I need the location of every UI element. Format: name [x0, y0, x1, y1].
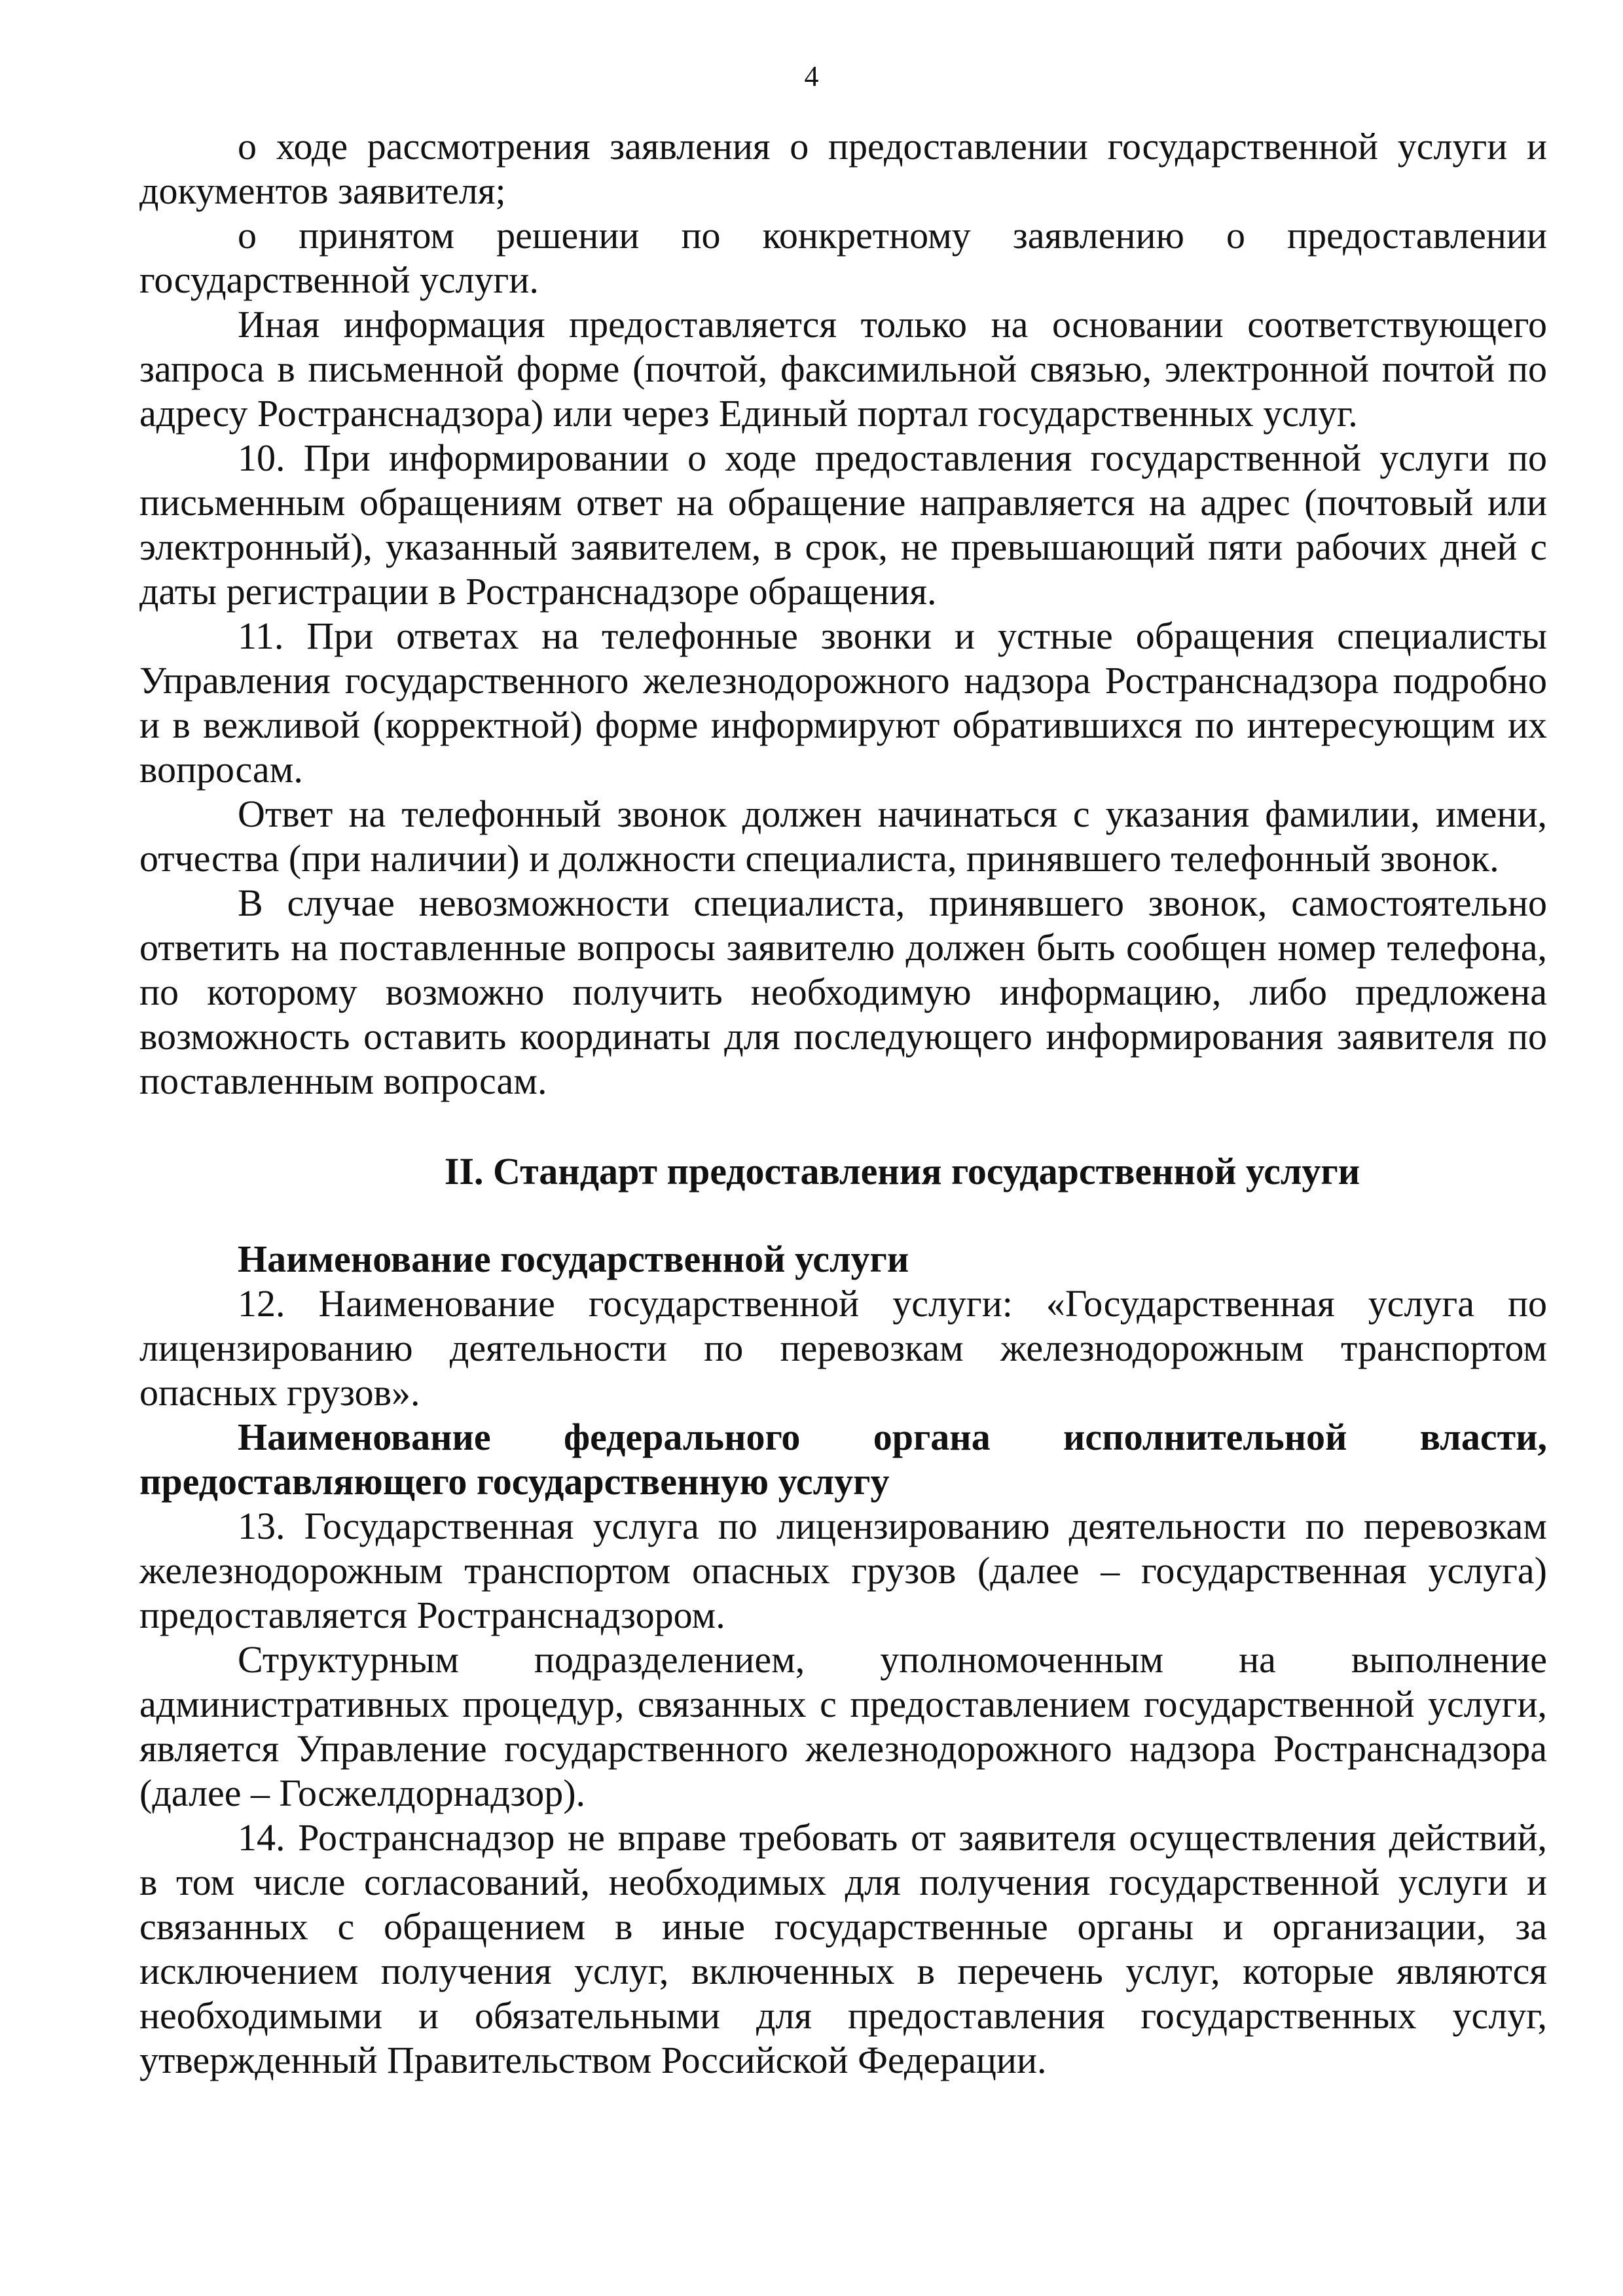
subheading-authority: Наименование федерального органа исполнительной власти, предоставляющего государственную услугу: [139, 1416, 1547, 1503]
paragraph: В случае невозможности специалиста, принявшего звонок, самостоятельно ответить на поставленные вопросы заявителю должен быть сообщен номер телефона, по которому возможно получить необходимую информацию, либо предложена возможность оставить координаты для последующего информирования заявителя по поставленным вопросам.: [139, 882, 1547, 1102]
paragraph: Ответ на телефонный звонок должен начинаться с указания фамилии, имени, отчества (при наличии) и должности специалиста, принявшего телефонный звонок.: [139, 793, 1547, 880]
paragraph-11: 11. При ответах на телефонные звонки и устные обращения специалисты Управления государственного железнодорожного надзора Ространснадзора подробно и в вежливой (корректной) форме информируют обратившихся по интересующим их вопросам.: [139, 615, 1547, 791]
paragraph: о принятом решении по конкретному заявлению о предоставлении государственной услуги.: [139, 214, 1547, 301]
section-heading: II. Стандарт предоставления государственной услуги: [444, 1150, 1360, 1193]
paragraph: о ходе рассмотрения заявления о предоставлении государственной услуги и документов заявителя;: [139, 125, 1547, 212]
document-body: [139, 124, 1547, 2083]
paragraph: Иная информация предоставляется только на основании соответствующего запроса в письменной форме (почтой, факсимильной связью, электронной почтой по адресу Ространснадзора) или через Единый портал государственных услуг.: [139, 303, 1547, 435]
paragraph-14: 14. Ространснадзор не вправе требовать от заявителя осуществления действий, в том числе согласований, необходимых для получения государственной услуги и связанных с обращением в иные государственные органы и организации, за исключением получения услуг, включенных в перечень услуг, которые являются необходимыми и обязательными для предоставления государственных услуг, утвержденный Правительством Российской Федерации.: [139, 1816, 1547, 2081]
paragraph-13b: Структурным подразделением, уполномоченным на выполнение административных процедур, связанных с предоставлением государственной услуги, является Управление государственного железнодорожного надзора Ространснадзора (далее – Госжелдорнадзор).: [139, 1638, 1547, 1814]
page-number: 4: [804, 60, 819, 92]
paragraph-12: 12. Наименование государственной услуги: «Государственная услуга по лицензированию деятельности по перевозкам железнодорожным транспортом опасных грузов».: [139, 1282, 1547, 1414]
subheading-service-name: Наименование государственной услуги: [238, 1238, 909, 1280]
paragraph-10: 10. При информировании о ходе предоставления государственной услуги по письменным обращениям ответ на обращение направляется на адрес (почтовый или электронный), указанный заявителем, в срок, не превышающий пяти рабочих дней с даты регистрации в Ространснадзоре обращения.: [139, 437, 1547, 613]
paragraph-13: 13. Государственная услуга по лицензированию деятельности по перевозкам железнодорожным транспортом опасных грузов (далее – государственная услуга) предоставляется Ространснадзором.: [139, 1505, 1547, 1636]
